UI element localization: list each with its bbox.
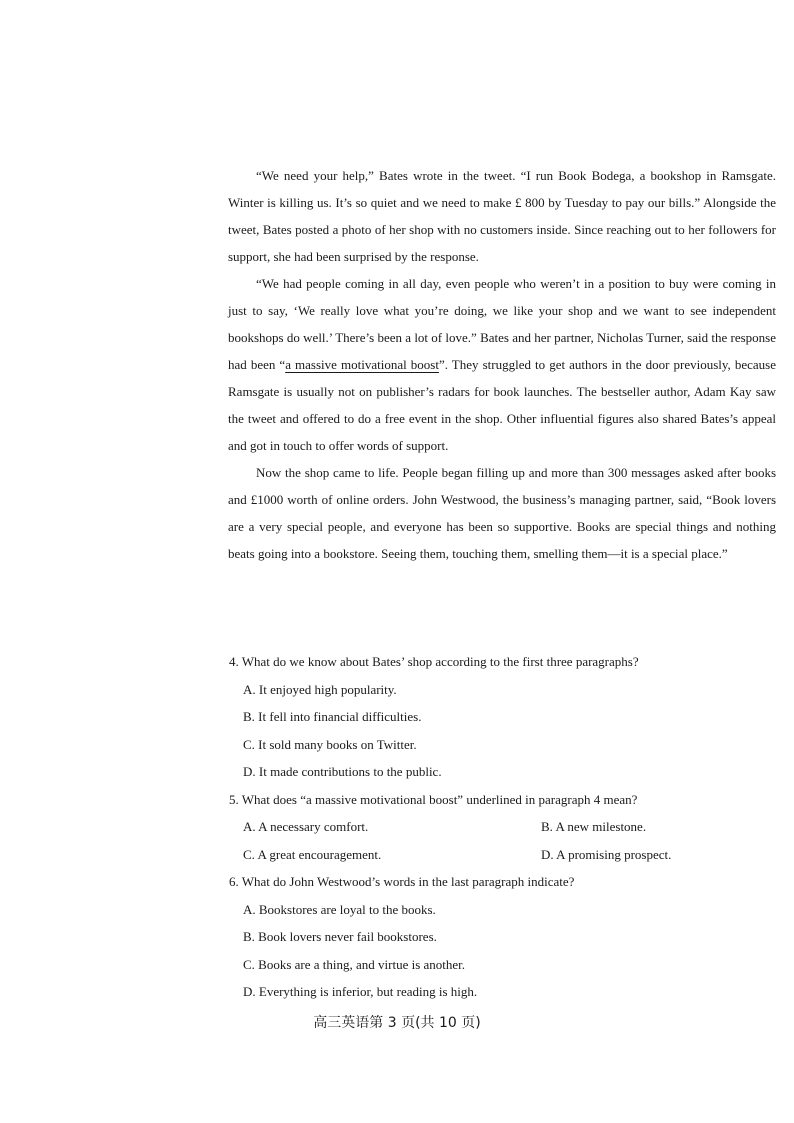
question-6-option-d: D. Everything is inferior, but reading is high.	[243, 984, 478, 999]
paragraph-3	[228, 459, 776, 567]
paragraph-2	[228, 270, 776, 459]
question-4-option-c: C. It sold many books on Twitter.	[243, 736, 417, 752]
question-4-option-d: D. It made contributions to the public.	[243, 764, 442, 779]
question-5-row-2	[229, 841, 777, 869]
question-6-stem: 6. What do John Westwood’s words in the last paragraph indicate?	[229, 874, 575, 889]
underlined-phrase: a massive motivational boost	[285, 357, 439, 372]
paragraph-1-text: “We need your help,” Bates wrote in the tweet. “I run Book Bodega, a bookshop in Ramsgate. Winter is killing us. It’s so quiet and we need to make £ 800 by Tuesday to pay our bills.” Alongside the tweet, Bates posted a photo of her shop with no customers inside. Since reaching out to her followers for support, she had been surprised by the response.	[228, 168, 776, 264]
question-5-option-c: C. A great encouragement.	[243, 846, 382, 862]
question-list	[229, 648, 777, 1006]
question-5-row-1	[229, 813, 777, 841]
question-6-option-b: B. Book lovers never fail bookstores.	[243, 929, 437, 944]
question-5-stem: 5. What does “a massive motivational boost” underlined in paragraph 4 mean?	[229, 791, 638, 807]
question-5-option-b: B. A new milestone.	[541, 819, 647, 834]
question-4-option-a: A. It enjoyed high popularity.	[243, 681, 397, 697]
paragraph-1	[228, 162, 776, 270]
question-4-stem: 4. What do we know about Bates’ shop according to the first three paragraphs?	[229, 654, 639, 669]
question-5-option-d: D. A promising prospect.	[541, 846, 672, 862]
paragraph-2-text-after: ”. They struggled to get authors in the door previously, because Ramsgate is usually not on publisher’s radars for book launches. The bestseller author, Adam Kay saw the tweet and offered to do a free event in the shop. Other influential figures also shared Bates’s appeal and got in touch to offer words of support.	[228, 357, 776, 453]
question-6-option-a: A. Bookstores are loyal to the books.	[243, 901, 436, 917]
question-4-option-b: B. It fell into financial difficulties.	[243, 709, 422, 724]
question-5-option-a: A. A necessary comfort.	[243, 819, 369, 834]
question-6-option-c: C. Books are a thing, and virtue is another.	[243, 956, 466, 972]
reading-passage	[228, 162, 776, 567]
page-footer: 高三英语第 3 页(共 10 页)	[313, 1015, 481, 1031]
paragraph-2-text-before: “We had people coming in all day, even people who weren’t in a position to buy were coming in just to say, ‘We really love what you’re doing, we like your shop and we want to see independent bookshops do well.’ There’s been a lot of love.” Bates and her partner, Nicholas Turner, said the response had been “	[228, 276, 776, 372]
paragraph-3-text: Now the shop came to life. People began filling up and more than 300 messages asked after books and £1000 worth of online orders. John Westwood, the business’s managing partner, said, “Book lovers are a very special people, and everyone has been so supportive. Books are special things and nothing beats going into a bookstore. Seeing them, touching them, smelling them—it is a special place.”	[228, 465, 776, 561]
